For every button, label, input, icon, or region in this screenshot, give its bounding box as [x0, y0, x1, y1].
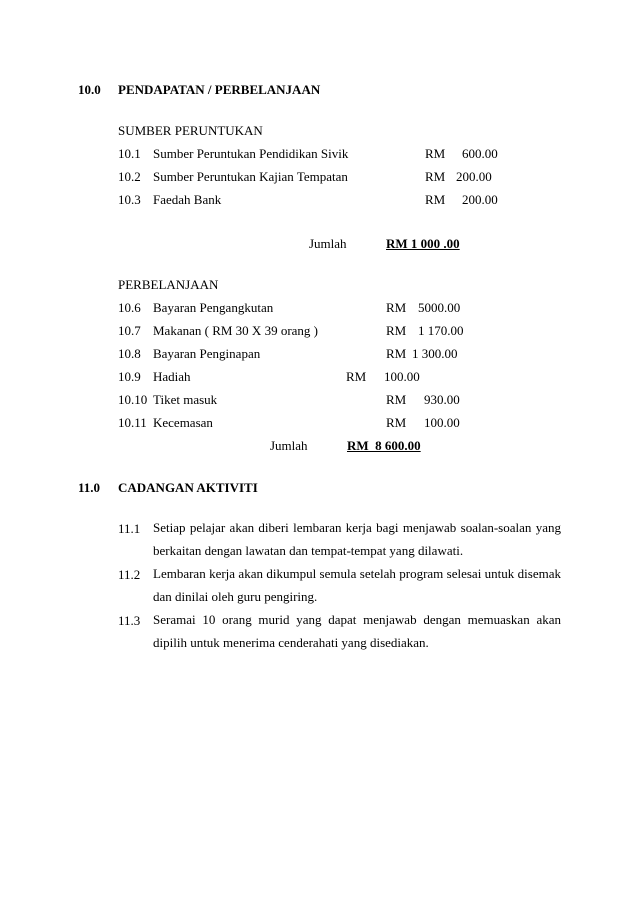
expense-desc: Kecemasan	[153, 415, 213, 430]
expense-no: 10.10	[118, 392, 148, 407]
expense-heading: PERBELANJAAN	[118, 277, 219, 292]
expense-desc: Hadiah	[153, 369, 191, 384]
expense-desc: Bayaran Penginapan	[153, 346, 261, 361]
activity-no: 11.2	[118, 567, 141, 582]
income-no: 10.2	[118, 169, 141, 184]
activity-no: 11.3	[118, 613, 141, 628]
activity-no: 11.1	[118, 521, 141, 536]
expense-amount: 930.00	[424, 392, 460, 407]
expense-no: 10.9	[118, 369, 141, 384]
activity-text: Lembaran kerja akan dikumpul semula setelah program selesai untuk disemak dan dinilai oleh guru pengiring.	[153, 566, 561, 604]
expense-currency: RM	[346, 369, 367, 384]
section-11-title: CADANGAN AKTIVITI	[118, 480, 258, 495]
income-currency: RM	[425, 192, 446, 207]
expense-desc: Makanan ( RM 30 X 39 orang )	[153, 323, 318, 338]
expense-no: 10.8	[118, 346, 141, 361]
expense-total-label: Jumlah	[270, 438, 308, 453]
income-currency: RM	[425, 169, 446, 184]
expense-no: 10.11	[118, 415, 147, 430]
income-total-value: RM 1 000 .00	[386, 236, 460, 251]
income-heading: SUMBER PERUNTUKAN	[118, 123, 263, 138]
expense-amount: 100.00	[424, 415, 460, 430]
expense-no: 10.7	[118, 323, 141, 338]
expense-amount: 5000.00	[418, 300, 461, 315]
income-total-label: Jumlah	[309, 236, 347, 251]
expense-amount: 1 170.00	[418, 323, 464, 338]
expense-amount: 1 300.00	[412, 346, 458, 361]
income-currency: RM	[425, 146, 446, 161]
income-desc: Faedah Bank	[153, 192, 222, 207]
income-amount: 200.00	[456, 169, 492, 184]
expense-no: 10.6	[118, 300, 141, 315]
expense-desc: Bayaran Pengangkutan	[153, 300, 274, 315]
expense-currency: RM	[386, 300, 407, 315]
expense-total-value: RM 8 600.00	[347, 438, 421, 453]
income-desc: Sumber Peruntukan Kajian Tempatan	[153, 169, 348, 184]
section-11-number: 11.0	[78, 480, 101, 495]
expense-amount: 100.00	[384, 369, 420, 384]
income-desc: Sumber Peruntukan Pendidikan Sivik	[153, 146, 349, 161]
income-amount: 200.00	[462, 192, 498, 207]
activity-text: Setiap pelajar akan diberi lembaran kerja bagi menjawab soalan-soalan yang berkaitan dengan lawatan dan tempat-tempat yang dilawati.	[153, 520, 561, 558]
expense-currency: RM	[386, 415, 407, 430]
income-amount: 600.00	[462, 146, 498, 161]
income-no: 10.1	[118, 146, 141, 161]
expense-currency: RM	[386, 323, 407, 338]
section-10-title: PENDAPATAN / PERBELANJAAN	[118, 82, 321, 97]
income-no: 10.3	[118, 192, 141, 207]
activity-text: Seramai 10 orang murid yang dapat menjawab dengan memuaskan akan dipilih untuk menerima cenderahati yang disediakan.	[153, 612, 561, 650]
expense-currency: RM	[386, 346, 407, 361]
section-10-number: 10.0	[78, 82, 101, 97]
expense-desc: Tiket masuk	[153, 392, 218, 407]
expense-currency: RM	[386, 392, 407, 407]
